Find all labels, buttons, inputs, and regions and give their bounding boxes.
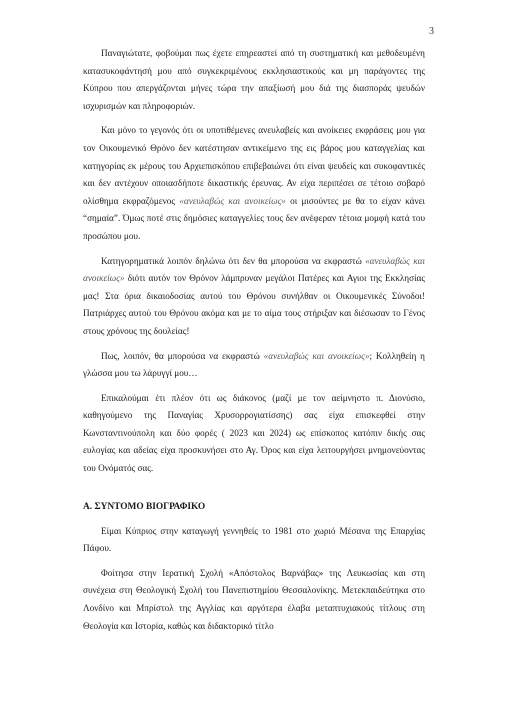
text-run: διότι αυτόν τον Θρόνον λάμπρυναν μεγάλοι Πατέρες και Αγιοι της Εκκλησίας μας! Στα όρια δικαιοδοσίας αυτού του Θρόνου συνήλθαν οι Οικουμενικές Σύνοδοι! Πατριάρχες αυτού του Θρόνου ακόμα και με το αίμα τους στήριξαν και διέσωσαν το Γένος στους χρόνους της δουλείας!: [83, 273, 425, 336]
paragraph-1: [83, 45, 425, 115]
paragraph-3: [83, 253, 425, 341]
quoted-phrase: «ανευλαβώς και ανοικείως»: [83, 255, 425, 284]
bio-paragraph-2: [83, 565, 425, 635]
text-run: Παναγιώτατε, φοβούμαι πως έχετε επηρεαστεί από τη συστηματική και μεθοδευμένη κατασυκοφάντησή μου από συγκεκριμένους εκκλησιαστικούς και μη παράγοντες της Κύπρου που απεργάζονται μήνες τώρα την απαξίωσή μου διά της διασποράς ψευδών ισχυρισμών και πληροφοριών.: [83, 48, 425, 111]
document-body: [83, 45, 425, 642]
quoted-phrase: «ανευλαβώς και ανοικείως»: [179, 195, 286, 206]
text-run: Είμαι Κύπριος στην καταγωγή γεννηθείς το 1981 στο χωριό Μέσανα της Επαρχίας Πάφου.: [83, 525, 425, 554]
bio-paragraph-1: [83, 523, 425, 558]
text-run: Φοίτησα στην Ιερατική Σχολή «Απόστολος Βαρνάβας» της Λευκωσίας και στη συνέχεια στη Θεολογική Σχολή του Πανεπιστημίου Θεσσαλονίκης. Μετεκπαιδεύτηκα στο Λονδίνο και Μπρίστολ της Αγγλίας και αργότερα έλαβα μεταπτυχιακούς τίτλους στη Θεολογία και Ιστορία, καθώς και διδακτορικό τίτλο: [83, 567, 425, 631]
paragraph-5: [83, 390, 425, 478]
page-number: 3: [429, 26, 434, 37]
paragraph-4: [83, 348, 425, 383]
paragraph-2: [83, 122, 425, 245]
text-run: Κατηγορηματικά λοιπόν δηλώνω ότι δεν θα μπορούσα να εκφραστώ: [101, 255, 366, 266]
text-run: Επικαλούμαι έτι πλέον ότι ως διάκονος (μαζί με τον αείμνηστο π. Διονύσιο, καθηγούμενο της Παναγίας Χρυσορρογιατίσσης) σας είχα επισκεφθεί στην Κωνσταντινούπολη και δύο φορές ( 2023 και 2024) ως επίσκοπος κατόπιν δικής σας ευλογίας και αδείας είχα προσκυνήσει στο Αγ. Όρος και είχα λειτουργήσει μνημονεύοντας του Ονόματός σας.: [83, 392, 425, 474]
text-run: οι μισούντες με θα το είχαν κάνει “σημαία”. Όμως ποτέ στις δημόσιες καταγγελίες τους δεν ανέφεραν τέτοια μομφή κατά του προσώπου μου.: [83, 195, 425, 241]
quoted-phrase: «ανευλαβώς και ανοικείως»: [263, 350, 370, 361]
text-run: ; Κολληθείη η γλώσσα μου τω λάρυγγί μου…: [83, 350, 425, 379]
text-run: Και μόνο το γεγονός ότι οι υποτιθέμενες ανευλαβείς και ανοίκειες εκφράσεις μου για τον Οικουμενικό Θρόνο δεν κατέστησαν αντικείμενο της εις βάρος μου καταγγελίας και κατηγορίας εκ μέρους του Αρχιεπισκόπου επιβεβαιώνει ότι είναι ψευδείς και συκοφαντικές και δεν αντέχουν οποιασδήποτε δικαστικής έρευνας. Αν είχα περιπέσει σε τέτοιο σοβαρό ολίσθημα εκφραζόμενος: [83, 125, 425, 206]
text-run: Πως, λοιπόν, θα μπορούσα να εκφραστώ: [101, 350, 264, 361]
section-heading: Α. ΣΥΝΤΟΜΟ ΒΙΟΓΡΑΦΙΚΟ: [83, 501, 206, 512]
